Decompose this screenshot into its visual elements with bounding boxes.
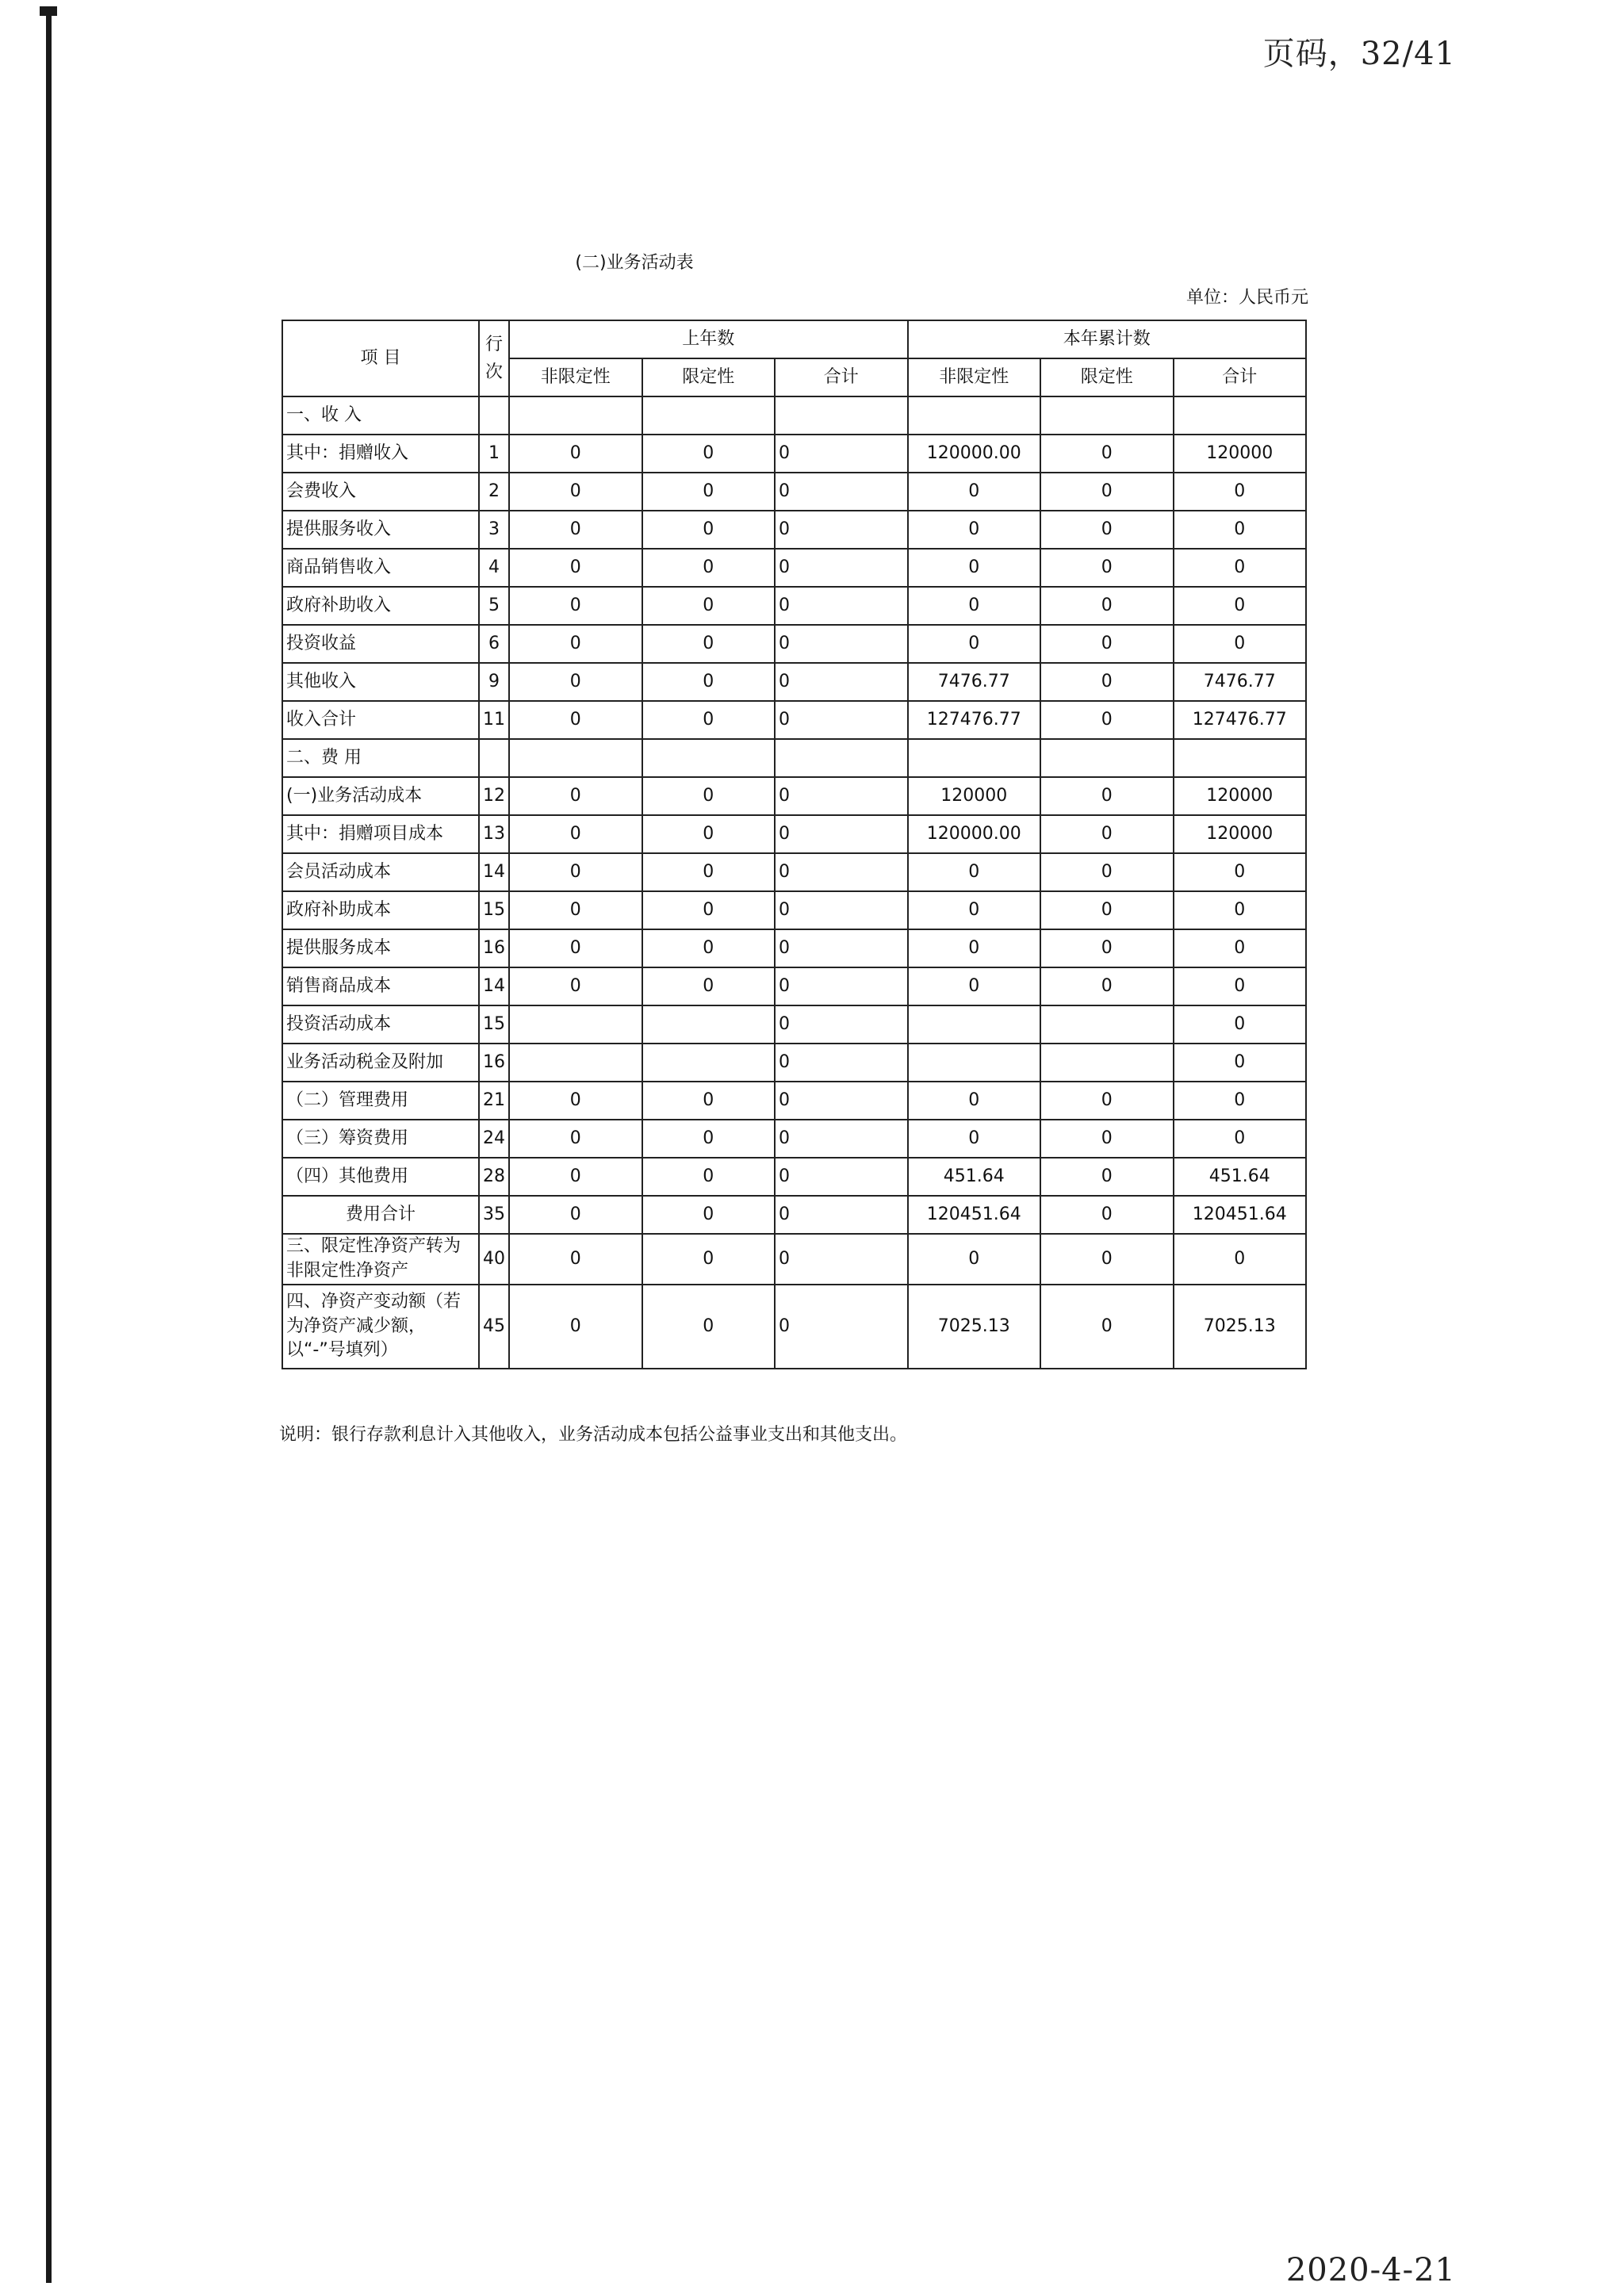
cell-line: 14 (479, 967, 509, 1005)
cell-line (479, 396, 509, 435)
table-row (282, 435, 1306, 473)
cell-line: 21 (479, 1082, 509, 1120)
cell-item: 一、收 入 (282, 396, 479, 435)
table-row (282, 625, 1306, 663)
cell-prev-total: 0 (775, 1044, 908, 1082)
cell-curr-restricted: 0 (1040, 1234, 1174, 1285)
cell-prev-total: 0 (775, 1158, 908, 1196)
cell-curr-restricted: 0 (1040, 549, 1174, 587)
cell-curr-unrestricted: 0 (908, 1082, 1041, 1120)
cell-curr-restricted: 0 (1040, 1285, 1174, 1369)
cell-curr-restricted: 0 (1040, 435, 1174, 473)
table-row (282, 663, 1306, 701)
cell-prev-restricted: 0 (642, 1234, 776, 1285)
cell-curr-unrestricted: 127476.77 (908, 701, 1041, 739)
cell-item: 其他收入 (282, 663, 479, 701)
cell-prev-total: 0 (775, 1005, 908, 1044)
cell-curr-restricted: 0 (1040, 967, 1174, 1005)
cell-curr-unrestricted: 0 (908, 625, 1041, 663)
table-row (282, 739, 1306, 777)
cell-curr-restricted: 0 (1040, 777, 1174, 815)
cell-prev-total: 0 (775, 435, 908, 473)
cell-curr-total: 0 (1174, 929, 1307, 967)
cell-item: （二）管理费用 (282, 1082, 479, 1120)
cell-line: 40 (479, 1234, 509, 1285)
cell-prev-restricted: 0 (642, 473, 776, 511)
cell-item: 其中：捐赠收入 (282, 435, 479, 473)
cell-item: 二、费 用 (282, 739, 479, 777)
cell-line: 6 (479, 625, 509, 663)
cell-prev-total: 0 (775, 625, 908, 663)
cell-prev-total: 0 (775, 1120, 908, 1158)
activity-table (282, 320, 1307, 1369)
cell-line: 15 (479, 1005, 509, 1044)
cell-curr-restricted (1040, 396, 1174, 435)
cell-prev-unrestricted: 0 (509, 435, 642, 473)
cell-prev-restricted: 0 (642, 549, 776, 587)
cell-curr-unrestricted: 0 (908, 1234, 1041, 1285)
cell-curr-total: 0 (1174, 511, 1307, 549)
cell-curr-unrestricted (908, 1044, 1041, 1082)
cell-prev-restricted (642, 739, 776, 777)
cell-prev-restricted: 0 (642, 815, 776, 853)
cell-line: 14 (479, 853, 509, 891)
cell-curr-total (1174, 396, 1307, 435)
cell-curr-restricted: 0 (1040, 891, 1174, 929)
cell-curr-restricted: 0 (1040, 815, 1174, 853)
table-row (282, 701, 1306, 739)
header-line: 行次 (479, 320, 509, 396)
cell-prev-unrestricted (509, 1005, 642, 1044)
cell-prev-unrestricted: 0 (509, 1196, 642, 1234)
cell-prev-total: 0 (775, 1285, 908, 1369)
cell-prev-total: 0 (775, 1196, 908, 1234)
cell-item: (一)业务活动成本 (282, 777, 479, 815)
cell-curr-unrestricted: 0 (908, 1120, 1041, 1158)
table-row (282, 1196, 1306, 1234)
table-row (282, 1120, 1306, 1158)
cell-prev-unrestricted: 0 (509, 777, 642, 815)
cell-prev-unrestricted: 0 (509, 625, 642, 663)
cell-prev-unrestricted: 0 (509, 701, 642, 739)
cell-curr-unrestricted: 0 (908, 549, 1041, 587)
cell-line: 16 (479, 1044, 509, 1082)
cell-curr-total: 120000 (1174, 777, 1307, 815)
cell-line: 28 (479, 1158, 509, 1196)
cell-item: 四、净资产变动额（若为净资产减少额，以“-”号填列） (282, 1285, 479, 1369)
cell-prev-total (775, 739, 908, 777)
cell-line: 12 (479, 777, 509, 815)
cell-prev-total: 0 (775, 1234, 908, 1285)
cell-curr-unrestricted: 0 (908, 473, 1041, 511)
cell-curr-total: 120000 (1174, 815, 1307, 853)
page-number: 页码，32/41 (1262, 36, 1456, 72)
cell-prev-total (775, 396, 908, 435)
cell-prev-unrestricted: 0 (509, 815, 642, 853)
cell-curr-unrestricted: 120000 (908, 777, 1041, 815)
cell-prev-restricted: 0 (642, 701, 776, 739)
table-row (282, 1158, 1306, 1196)
cell-item: 销售商品成本 (282, 967, 479, 1005)
cell-prev-restricted: 0 (642, 1120, 776, 1158)
cell-prev-unrestricted: 0 (509, 967, 642, 1005)
table-row (282, 1044, 1306, 1082)
cell-item: 会员活动成本 (282, 853, 479, 891)
cell-line: 5 (479, 587, 509, 625)
cell-prev-restricted: 0 (642, 891, 776, 929)
cell-prev-unrestricted: 0 (509, 891, 642, 929)
cell-item: 提供服务收入 (282, 511, 479, 549)
table-row (282, 1082, 1306, 1120)
cell-curr-restricted (1040, 739, 1174, 777)
cell-prev-restricted (642, 1044, 776, 1082)
cell-item: 会费收入 (282, 473, 479, 511)
cell-curr-unrestricted: 0 (908, 587, 1041, 625)
unit-label: 单位：人民币元 (1185, 288, 1308, 308)
cell-curr-restricted: 0 (1040, 625, 1174, 663)
cell-prev-total: 0 (775, 701, 908, 739)
cell-line: 15 (479, 891, 509, 929)
cell-prev-unrestricted: 0 (509, 1158, 642, 1196)
table-row (282, 929, 1306, 967)
cell-curr-total: 0 (1174, 1234, 1307, 1285)
table-row (282, 891, 1306, 929)
cell-prev-total: 0 (775, 1082, 908, 1120)
cell-line: 4 (479, 549, 509, 587)
cell-prev-restricted: 0 (642, 967, 776, 1005)
cell-line: 2 (479, 473, 509, 511)
cell-prev-total: 0 (775, 663, 908, 701)
table-row (282, 473, 1306, 511)
cell-prev-restricted: 0 (642, 853, 776, 891)
cell-curr-total: 0 (1174, 625, 1307, 663)
table-row (282, 1285, 1306, 1369)
header-row-1 (282, 320, 1306, 358)
cell-item: 费用合计 (282, 1196, 479, 1234)
table-row (282, 967, 1306, 1005)
cell-prev-restricted: 0 (642, 1285, 776, 1369)
table-row (282, 1234, 1306, 1285)
cell-curr-total: 0 (1174, 1044, 1307, 1082)
cell-item: 三、限定性净资产转为非限定性净资产 (282, 1234, 479, 1285)
cell-line: 45 (479, 1285, 509, 1369)
cell-prev-unrestricted: 0 (509, 1285, 642, 1369)
cell-line: 11 (479, 701, 509, 739)
cell-prev-total: 0 (775, 929, 908, 967)
cell-curr-unrestricted: 120000.00 (908, 435, 1041, 473)
cell-curr-restricted: 0 (1040, 1158, 1174, 1196)
cell-curr-restricted: 0 (1040, 853, 1174, 891)
cell-item: 提供服务成本 (282, 929, 479, 967)
cell-item: 其中：捐赠项目成本 (282, 815, 479, 853)
cell-prev-restricted (642, 396, 776, 435)
cell-prev-unrestricted: 0 (509, 473, 642, 511)
cell-item: 业务活动税金及附加 (282, 1044, 479, 1082)
cell-curr-restricted: 0 (1040, 663, 1174, 701)
cell-curr-restricted: 0 (1040, 587, 1174, 625)
cell-prev-restricted: 0 (642, 663, 776, 701)
cell-curr-unrestricted: 0 (908, 929, 1041, 967)
table-row (282, 511, 1306, 549)
cell-item: 商品销售收入 (282, 549, 479, 587)
cell-line: 9 (479, 663, 509, 701)
table-row (282, 815, 1306, 853)
header-curr-unrestricted: 非限定性 (908, 358, 1041, 396)
cell-curr-total: 7476.77 (1174, 663, 1307, 701)
cell-line: 16 (479, 929, 509, 967)
table-row (282, 587, 1306, 625)
cell-curr-restricted: 0 (1040, 1196, 1174, 1234)
cell-curr-unrestricted: 0 (908, 853, 1041, 891)
cell-curr-unrestricted: 0 (908, 891, 1041, 929)
cell-prev-unrestricted (509, 1044, 642, 1082)
page-title: (二)业务活动表 (575, 253, 694, 273)
cell-prev-restricted: 0 (642, 511, 776, 549)
cell-curr-unrestricted (908, 739, 1041, 777)
cell-curr-total: 0 (1174, 891, 1307, 929)
cell-curr-unrestricted: 7476.77 (908, 663, 1041, 701)
cell-prev-total: 0 (775, 815, 908, 853)
header-curr-year: 本年累计数 (908, 320, 1307, 358)
cell-curr-unrestricted: 0 (908, 967, 1041, 1005)
cell-curr-unrestricted (908, 1005, 1041, 1044)
cell-prev-unrestricted (509, 739, 642, 777)
cell-prev-total: 0 (775, 777, 908, 815)
cell-prev-unrestricted: 0 (509, 511, 642, 549)
cell-prev-restricted: 0 (642, 777, 776, 815)
cell-prev-restricted: 0 (642, 435, 776, 473)
cell-item: 投资收益 (282, 625, 479, 663)
cell-prev-restricted: 0 (642, 1196, 776, 1234)
cell-curr-unrestricted: 7025.13 (908, 1285, 1041, 1369)
header-prev-restricted: 限定性 (642, 358, 776, 396)
cell-prev-unrestricted: 0 (509, 549, 642, 587)
scan-edge (46, 11, 52, 2283)
table-row (282, 549, 1306, 587)
header-prev-year: 上年数 (509, 320, 908, 358)
cell-curr-total (1174, 739, 1307, 777)
cell-curr-total: 120451.64 (1174, 1196, 1307, 1234)
cell-line (479, 739, 509, 777)
cell-line: 13 (479, 815, 509, 853)
cell-prev-unrestricted: 0 (509, 663, 642, 701)
cell-curr-total: 0 (1174, 473, 1307, 511)
footer-date: 2020-4-21 (1285, 2252, 1456, 2288)
cell-prev-unrestricted: 0 (509, 1082, 642, 1120)
table-body (282, 396, 1306, 1369)
cell-prev-total: 0 (775, 473, 908, 511)
table-note: 说明：银行存款利息计入其他收入，业务活动成本包括公益事业支出和其他支出。 (279, 1425, 908, 1445)
cell-curr-total: 120000 (1174, 435, 1307, 473)
cell-prev-unrestricted: 0 (509, 587, 642, 625)
cell-prev-total: 0 (775, 549, 908, 587)
cell-item: （三）筹资费用 (282, 1120, 479, 1158)
header-curr-total: 合计 (1174, 358, 1307, 396)
cell-line: 1 (479, 435, 509, 473)
cell-prev-restricted: 0 (642, 929, 776, 967)
cell-curr-total: 0 (1174, 1005, 1307, 1044)
cell-curr-restricted: 0 (1040, 473, 1174, 511)
cell-item: 政府补助成本 (282, 891, 479, 929)
cell-prev-unrestricted: 0 (509, 929, 642, 967)
cell-curr-unrestricted: 451.64 (908, 1158, 1041, 1196)
cell-curr-unrestricted: 0 (908, 511, 1041, 549)
cell-curr-total: 0 (1174, 1120, 1307, 1158)
cell-prev-total: 0 (775, 587, 908, 625)
cell-curr-total: 7025.13 (1174, 1285, 1307, 1369)
cell-prev-restricted: 0 (642, 1082, 776, 1120)
table-row (282, 777, 1306, 815)
cell-prev-total: 0 (775, 511, 908, 549)
cell-curr-unrestricted: 120451.64 (908, 1196, 1041, 1234)
cell-line: 35 (479, 1196, 509, 1234)
cell-prev-restricted (642, 1005, 776, 1044)
cell-prev-unrestricted: 0 (509, 1234, 642, 1285)
cell-curr-restricted: 0 (1040, 701, 1174, 739)
cell-curr-total: 451.64 (1174, 1158, 1307, 1196)
cell-curr-restricted (1040, 1044, 1174, 1082)
cell-prev-unrestricted (509, 396, 642, 435)
cell-prev-restricted: 0 (642, 587, 776, 625)
header-prev-total: 合计 (775, 358, 908, 396)
cell-prev-restricted: 0 (642, 625, 776, 663)
cell-prev-total: 0 (775, 891, 908, 929)
table-row (282, 1005, 1306, 1044)
cell-curr-total: 0 (1174, 853, 1307, 891)
cell-line: 3 (479, 511, 509, 549)
cell-prev-unrestricted: 0 (509, 853, 642, 891)
cell-prev-unrestricted: 0 (509, 1120, 642, 1158)
cell-curr-restricted: 0 (1040, 1082, 1174, 1120)
cell-item: 收入合计 (282, 701, 479, 739)
cell-curr-unrestricted: 120000.00 (908, 815, 1041, 853)
cell-curr-total: 0 (1174, 549, 1307, 587)
cell-line: 24 (479, 1120, 509, 1158)
cell-prev-total: 0 (775, 967, 908, 1005)
cell-curr-total: 0 (1174, 967, 1307, 1005)
header-curr-restricted: 限定性 (1040, 358, 1174, 396)
cell-curr-restricted: 0 (1040, 511, 1174, 549)
table-row (282, 396, 1306, 435)
cell-curr-unrestricted (908, 396, 1041, 435)
cell-curr-restricted (1040, 1005, 1174, 1044)
cell-curr-total: 127476.77 (1174, 701, 1307, 739)
cell-curr-total: 0 (1174, 1082, 1307, 1120)
table-row (282, 853, 1306, 891)
header-item: 项 目 (282, 320, 479, 396)
cell-curr-restricted: 0 (1040, 1120, 1174, 1158)
cell-prev-total: 0 (775, 853, 908, 891)
cell-curr-restricted: 0 (1040, 929, 1174, 967)
cell-curr-total: 0 (1174, 587, 1307, 625)
cell-item: 政府补助收入 (282, 587, 479, 625)
cell-prev-restricted: 0 (642, 1158, 776, 1196)
cell-item: （四）其他费用 (282, 1158, 479, 1196)
cell-item: 投资活动成本 (282, 1005, 479, 1044)
header-prev-unrestricted: 非限定性 (509, 358, 642, 396)
